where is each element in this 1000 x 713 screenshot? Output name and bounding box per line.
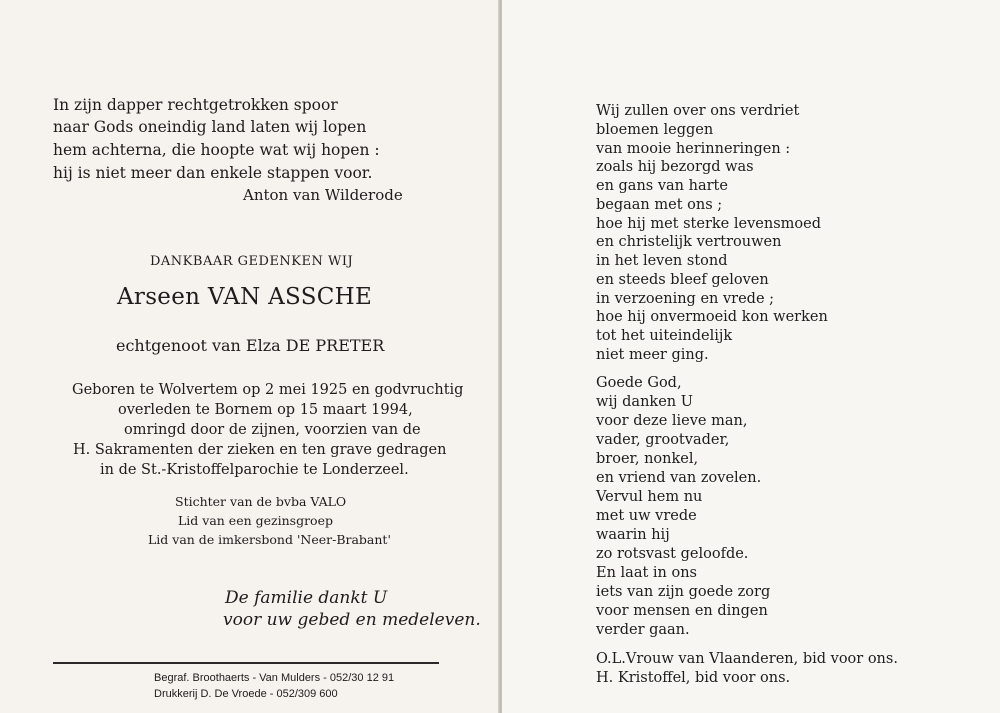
prayer-line: iets van zijn goede zorg bbox=[596, 584, 771, 600]
prayer-line: waarin hij bbox=[596, 527, 670, 543]
poem-line: bloemen leggen bbox=[596, 122, 714, 138]
invocation-line: H. Kristoffel, bid voor ons. bbox=[596, 670, 791, 686]
poem-line: in het leven stond bbox=[596, 253, 728, 269]
poem-line: hoe hij onvermoeid kon werken bbox=[596, 309, 828, 325]
deceased-name: Arseen VAN ASSCHE bbox=[117, 284, 373, 310]
poem-line: hem achterna, die hoopte wat wij hopen : bbox=[53, 141, 380, 159]
prayer-line: zo rotsvast geloofde. bbox=[596, 546, 749, 562]
poem-author: Anton van Wilderode bbox=[243, 186, 403, 204]
divider bbox=[53, 662, 439, 664]
prayer-line: wij danken U bbox=[596, 394, 693, 410]
poem-line: zoals hij bezorgd was bbox=[596, 159, 754, 175]
poem-line: en steeds bleef geloven bbox=[596, 272, 769, 288]
biography-line: omringd door de zijnen, voorzien van de bbox=[124, 422, 421, 438]
prayer-line: en vriend van zovelen. bbox=[596, 470, 762, 486]
printer-line: Begraf. Broothaerts - Van Mulders - 052/30 12 91 bbox=[154, 672, 395, 684]
thanks-line: voor uw gebed en medeleven. bbox=[223, 610, 481, 630]
poem-line: van mooie herinneringen : bbox=[596, 141, 791, 157]
prayer-line: Vervul hem nu bbox=[596, 489, 703, 505]
poem-line: hoe hij met sterke levensmoed bbox=[596, 216, 821, 232]
right-page bbox=[502, 0, 1000, 713]
poem-line: naar Gods oneindig land laten wij lopen bbox=[53, 118, 367, 136]
poem-line: tot het uiteindelijk bbox=[596, 328, 733, 344]
prayer-line: voor mensen en dingen bbox=[596, 603, 768, 619]
poem-line: Wij zullen over ons verdriet bbox=[596, 103, 800, 119]
biography-line: in de St.-Kristoffelparochie te Londerzeel. bbox=[100, 462, 409, 478]
spouse-line: echtgenoot van Elza DE PRETER bbox=[116, 336, 385, 355]
poem-line: niet meer ging. bbox=[596, 347, 709, 363]
poem-line: in verzoening en vrede ; bbox=[596, 291, 775, 307]
poem-line: hij is niet meer dan enkele stappen voor. bbox=[53, 164, 373, 182]
prayer-line: En laat in ons bbox=[596, 565, 697, 581]
role-line: Lid van de imkersbond 'Neer-Brabant' bbox=[148, 532, 391, 547]
prayer-line: broer, nonkel, bbox=[596, 451, 699, 467]
poem-line: en gans van harte bbox=[596, 178, 728, 194]
remember-heading: DANKBAAR GEDENKEN WIJ bbox=[150, 254, 354, 269]
poem-line: begaan met ons ; bbox=[596, 197, 723, 213]
biography-line: overleden te Bornem op 15 maart 1994, bbox=[118, 402, 413, 418]
role-line: Stichter van de bvba VALO bbox=[175, 494, 347, 509]
biography-line: H. Sakramenten der zieken en ten grave gedragen bbox=[73, 442, 447, 458]
printer-line: Drukkerij D. De Vroede - 052/309 600 bbox=[154, 688, 338, 700]
prayer-line: verder gaan. bbox=[596, 622, 690, 638]
thanks-line: De familie dankt U bbox=[225, 588, 388, 608]
prayer-line: Goede God, bbox=[596, 375, 682, 391]
biography-line: Geboren te Wolvertem op 2 mei 1925 en godvruchtig bbox=[72, 382, 464, 398]
prayer-line: voor deze lieve man, bbox=[596, 413, 748, 429]
invocation-line: O.L.Vrouw van Vlaanderen, bid voor ons. bbox=[596, 651, 898, 667]
poem-line: en christelijk vertrouwen bbox=[596, 234, 782, 250]
prayer-line: met uw vrede bbox=[596, 508, 697, 524]
poem-line: In zijn dapper rechtgetrokken spoor bbox=[53, 96, 338, 114]
prayer-line: vader, grootvader, bbox=[596, 432, 730, 448]
role-line: Lid van een gezinsgroep bbox=[178, 513, 333, 528]
